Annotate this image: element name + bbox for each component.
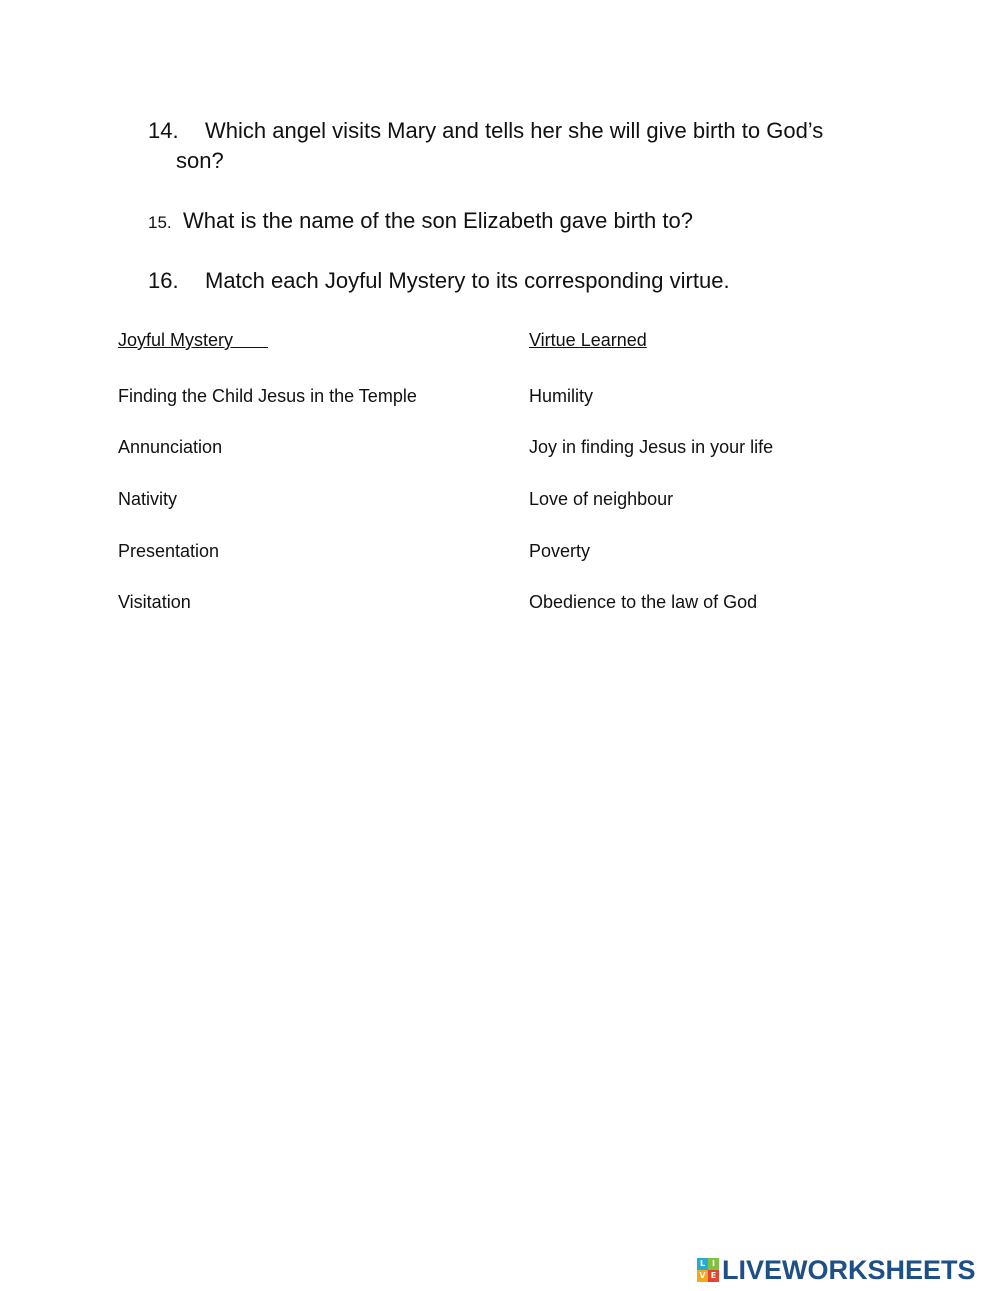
question-text: What is the name of the son Elizabeth gave birth to? — [183, 208, 693, 233]
question-16 — [148, 266, 730, 296]
logo-text: LIVEWORKSHEETS — [722, 1255, 976, 1285]
joyful-mystery-header-label: Joyful Mystery — [118, 330, 234, 350]
liveworksheets-logo — [697, 1256, 976, 1284]
mystery-item[interactable]: Visitation — [118, 592, 191, 612]
logo-mark-letter: L — [697, 1258, 708, 1270]
question-text: Match each Joyful Mystery to its corresponding virtue. — [205, 268, 730, 293]
question-15 — [148, 206, 693, 238]
mystery-item[interactable]: Annunciation — [118, 437, 223, 457]
virtue-learned-header: Virtue Learned — [529, 330, 647, 350]
logo-mark-letter: E — [708, 1270, 719, 1282]
header-underline-padding — [233, 330, 268, 350]
virtue-item[interactable]: Poverty — [529, 541, 591, 561]
question-number: 16. — [148, 268, 179, 293]
virtue-item[interactable]: Love of neighbour — [529, 489, 674, 509]
question-14 — [148, 116, 823, 146]
question-text: Which angel visits Mary and tells her she will give birth to God’s — [205, 118, 824, 143]
logo-mark-letter: I — [708, 1258, 719, 1270]
question-number: 15. — [148, 213, 172, 232]
question-14-continuation: son? — [176, 148, 224, 173]
mystery-item[interactable]: Nativity — [118, 489, 178, 509]
joyful-mystery-header — [118, 328, 268, 352]
mystery-item[interactable]: Finding the Child Jesus in the Temple — [118, 386, 417, 406]
virtue-item[interactable]: Humility — [529, 386, 594, 406]
logo-mark-letter: V — [697, 1270, 708, 1282]
mystery-item[interactable]: Presentation — [118, 541, 220, 561]
question-number: 14. — [148, 118, 179, 143]
virtue-item[interactable]: Obedience to the law of God — [529, 592, 758, 612]
liveworksheets-logo-icon — [697, 1258, 719, 1282]
virtue-item[interactable]: Joy in finding Jesus in your life — [529, 437, 774, 457]
